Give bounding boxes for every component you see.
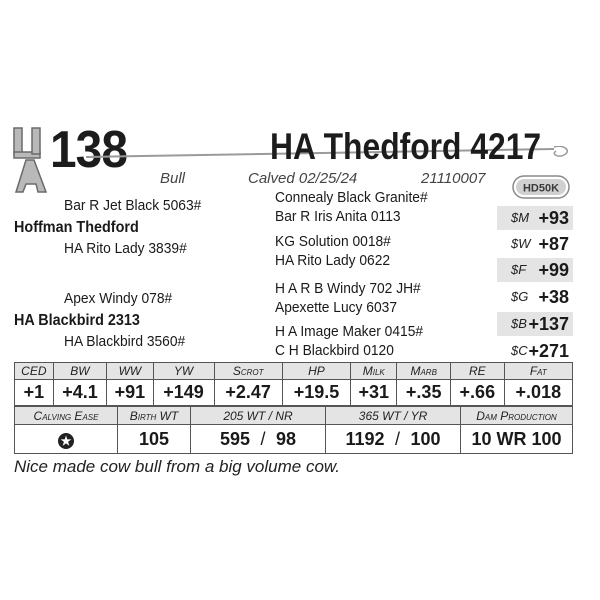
epd-header: WW [107, 363, 153, 380]
dollar-value-row [497, 312, 573, 336]
epd-header-row [15, 363, 573, 380]
dollar-value: +38 [538, 287, 569, 307]
birth-weight-value: 105 [118, 425, 191, 454]
sire-dam: HA Rito Lady 3839# [64, 240, 187, 257]
dollar-value-label: $M [511, 210, 530, 225]
epd-value: +2.47 [214, 380, 282, 406]
epd-value: +31 [351, 380, 397, 406]
dollar-value-row [497, 206, 573, 230]
pedigree-right-item: Bar R Iris Anita 0113 [275, 208, 401, 225]
birth-weight-header: Birth WT [118, 407, 191, 425]
epd-table [14, 362, 573, 406]
epd-value: +.018 [504, 380, 572, 406]
epd-header: YW [153, 363, 214, 380]
slash-separator: / [394, 428, 400, 449]
dollar-value-row [497, 285, 573, 309]
pedigree-right-item: H A Image Maker 0415# [275, 323, 424, 340]
yearling-weight-value [326, 425, 461, 454]
yearling-weight: 1192 [345, 428, 385, 449]
performance-table [14, 406, 573, 454]
dam: HA Blackbird 2313 [14, 312, 140, 329]
epd-value: +149 [153, 380, 214, 406]
epd-value-row [15, 380, 573, 406]
slash-separator: / [260, 428, 266, 449]
pedigree-right-item: C H Blackbird 0120 [275, 342, 394, 359]
dollar-value: +87 [538, 234, 569, 254]
calving-ease-header: Calving Ease [15, 407, 118, 425]
dollar-value-row [497, 232, 573, 256]
dollar-value: +93 [538, 208, 569, 228]
pedigree-right-item: HA Rito Lady 0622 [275, 252, 391, 269]
dollar-value-label: $F [511, 262, 527, 277]
weaning-weight: 595 [219, 428, 250, 449]
sire-sire: Bar R Jet Black 5063# [64, 197, 202, 214]
dollar-value-label: $C [511, 343, 528, 358]
dollar-value-label: $G [511, 289, 529, 304]
performance-header-row [15, 407, 573, 425]
hd50k-badge-text: HD50K [522, 182, 560, 195]
dollar-value-label: $W [511, 236, 531, 251]
star-circle-icon: ★ [58, 433, 74, 449]
dollar-value: +137 [528, 314, 569, 334]
animal-name: HA Thedford 4217 [270, 126, 542, 167]
epd-header: Marb [397, 363, 451, 380]
lot-number: 138 [50, 121, 128, 179]
dollar-value: +99 [538, 260, 569, 280]
dollar-value-row [497, 339, 573, 363]
dam-production-value: 10 WR 100 [461, 425, 573, 454]
dam-dam: HA Blackbird 3560# [64, 333, 186, 350]
weaning-weight-header: 205 WT / NR [191, 407, 326, 425]
calving-ease-value [15, 425, 118, 454]
pedigree-right-item: KG Solution 0018# [275, 233, 391, 250]
epd-header: Milk [351, 363, 397, 380]
epd-value: +19.5 [282, 380, 350, 406]
pedigree-right-item: Connealy Black Granite# [275, 189, 428, 206]
epd-header: Scrot [214, 363, 282, 380]
epd-value: +.35 [397, 380, 451, 406]
dam-production-header: Dam Production [461, 407, 573, 425]
registration-number: 21110007 [421, 170, 486, 187]
dollar-value-row [497, 258, 573, 282]
yearling-weight-header: 365 WT / YR [326, 407, 461, 425]
hd50k-badge [512, 175, 570, 199]
pedigree-right-item: H A R B Windy 702 JH# [275, 280, 421, 297]
epd-value: +4.1 [53, 380, 107, 406]
epd-value: +1 [15, 380, 54, 406]
weaning-ratio: 98 [276, 428, 297, 449]
yearling-ratio: 100 [410, 428, 441, 449]
pedigree-right-item: Apexette Lucy 6037 [275, 299, 398, 316]
epd-header: Fat [504, 363, 572, 380]
epd-header: RE [451, 363, 505, 380]
epd-header: BW [53, 363, 107, 380]
lot-comment: Nice made cow bull from a big volume cow. [14, 457, 340, 476]
weaning-weight-value [191, 425, 326, 454]
performance-value-row [15, 425, 573, 454]
epd-value: +91 [107, 380, 153, 406]
dam-sire: Apex Windy 078# [64, 290, 173, 307]
dollar-value-label: $B [511, 316, 527, 331]
animal-sex: Bull [160, 170, 186, 187]
sire: Hoffman Thedford [14, 219, 139, 236]
epd-header: CED [15, 363, 54, 380]
epd-value: +.66 [451, 380, 505, 406]
dollar-value: +271 [528, 341, 569, 361]
epd-header: HP [282, 363, 350, 380]
calved-date: Calved 02/25/24 [248, 170, 358, 187]
